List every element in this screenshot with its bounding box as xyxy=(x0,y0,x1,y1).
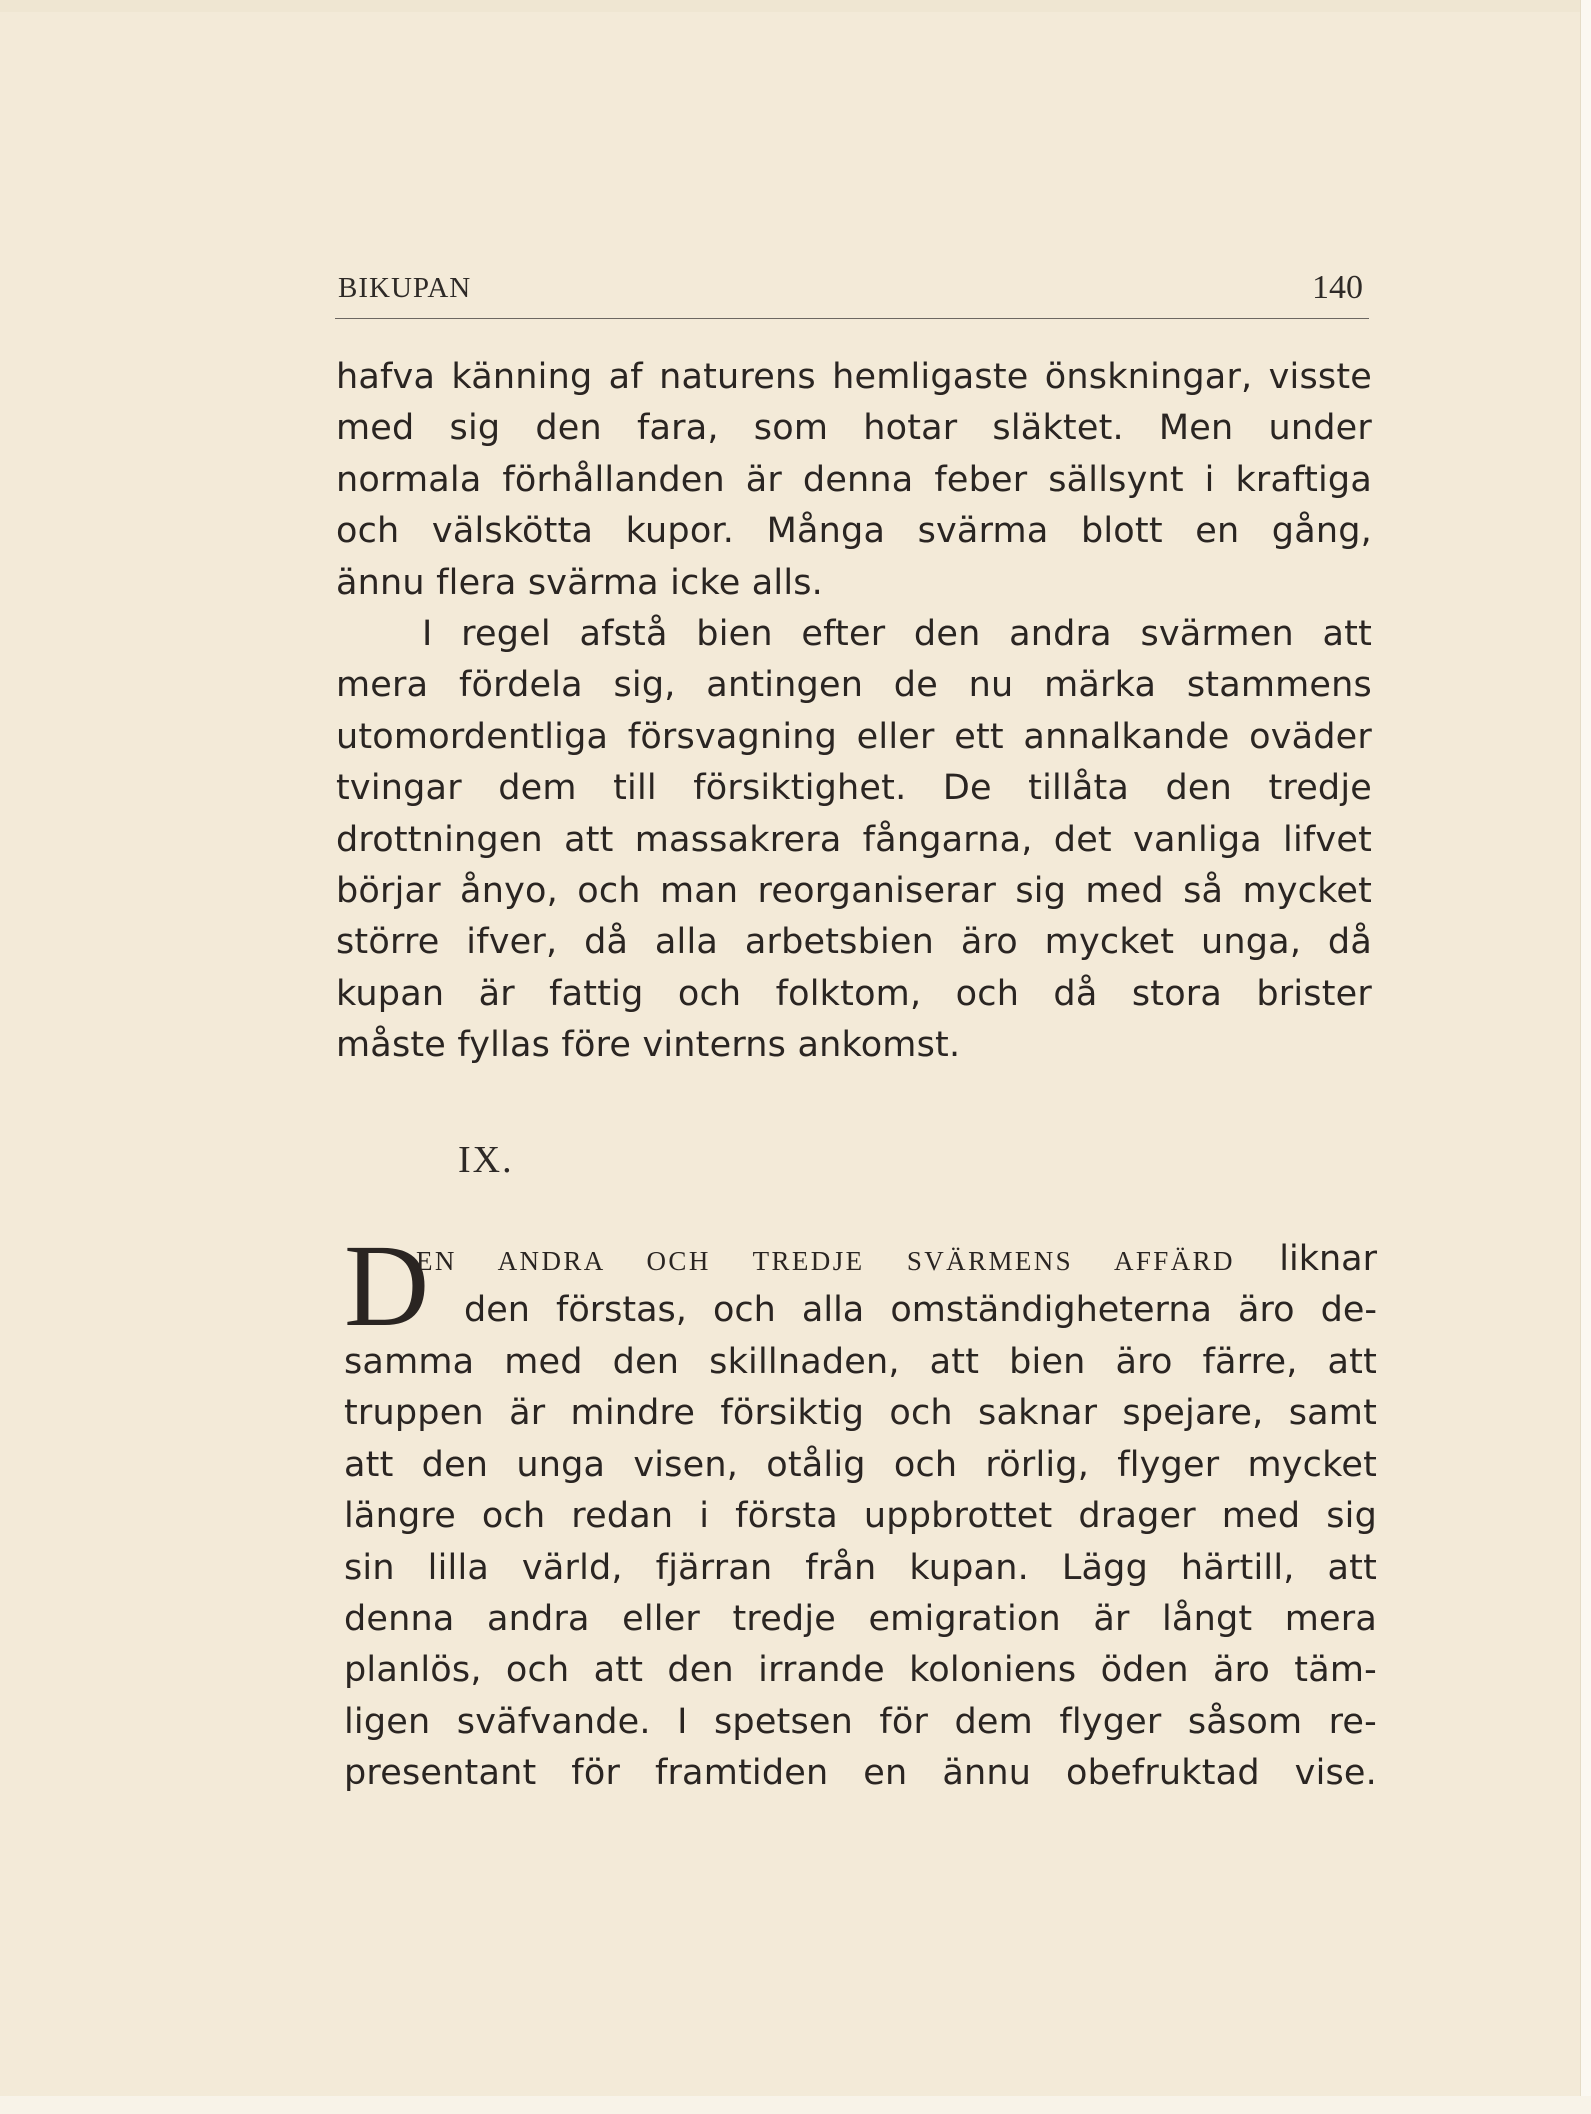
scan-right-edge xyxy=(1580,0,1591,2114)
text-line: hafva känning af naturens hemligaste önskningar, visste xyxy=(336,357,1372,397)
text-line: med sig den fara, som hotar släktet. Men under xyxy=(336,408,1372,449)
small-caps-opening: EN ANDRA OCH TREDJE SVÄRMENS AFFÄRD xyxy=(416,1246,1235,1276)
text-line: tvingar dem till försiktighet. De tillåta den tredje xyxy=(336,768,1372,809)
text-line: presentant för framtiden en ännu obefruktad vise. xyxy=(344,1753,1377,1794)
text-line: ännu flera svärma icke alls. xyxy=(336,562,824,603)
text-line: längre och redan i första uppbrottet drager med sig xyxy=(344,1496,1377,1537)
scan-bottom-edge xyxy=(0,2096,1591,2114)
text-line: börjar ånyo, och man reorganiserar sig med så mycket xyxy=(336,870,1372,911)
text-line: kupan är fattig och folktom, och då stora brister xyxy=(336,973,1372,1014)
text-line: och välskötta kupor. Många svärma blott en gång, xyxy=(336,511,1372,552)
body-text-top xyxy=(336,352,1372,1071)
text-line: utomordentliga försvagning eller ett annalkande oväder xyxy=(336,716,1372,757)
opening-continuation: liknar xyxy=(1279,1239,1377,1279)
chapter-opening xyxy=(344,1220,1377,1351)
text-line: denna andra eller tredje emigration är långt mera xyxy=(344,1598,1377,1639)
header-rule xyxy=(335,318,1369,319)
text-line: sin lilla värld, fjärran från kupan. Lägg härtill, att xyxy=(344,1547,1377,1588)
text-line: truppen är mindre försiktig och saknar spejare, samt xyxy=(344,1393,1377,1434)
text-line: normala förhållanden är denna feber sällsynt i kraftiga xyxy=(336,459,1372,500)
text-line: att den unga visen, otålig och rörlig, flyger mycket xyxy=(344,1444,1377,1485)
scan-top-edge xyxy=(0,0,1591,12)
text-line: måste fyllas före vinterns ankomst. xyxy=(336,1025,961,1066)
text-line: I regel afstå bien efter den andra svärmen att xyxy=(422,613,1372,654)
text-line: samma med den skillnaden, att bien äro färre, att xyxy=(344,1342,1377,1382)
chapter-first-line xyxy=(416,1234,1377,1285)
chapter-second-line: den förstas, och alla omständigheterna äro de- xyxy=(464,1290,1377,1331)
page-number: 140 xyxy=(1312,269,1363,306)
running-head xyxy=(335,270,1369,318)
text-line: större ifver, då alla arbetsbien äro mycket unga, då xyxy=(336,922,1372,963)
text-line: drottningen att massakrera fångarna, det vanliga lifvet xyxy=(336,819,1372,860)
text-line: mera fördela sig, antingen de nu märka stammens xyxy=(336,665,1372,706)
drop-cap: D xyxy=(344,1220,430,1351)
text-line: planlös, och att den irrande koloniens öden äro täm- xyxy=(344,1650,1377,1691)
body-text-chapter xyxy=(344,1337,1377,1800)
running-title: BIKUPAN xyxy=(338,272,472,304)
text-line: ligen sväfvande. I spetsen för dem flyger såsom re- xyxy=(344,1701,1377,1742)
chapter-heading: IX. xyxy=(458,1139,514,1181)
